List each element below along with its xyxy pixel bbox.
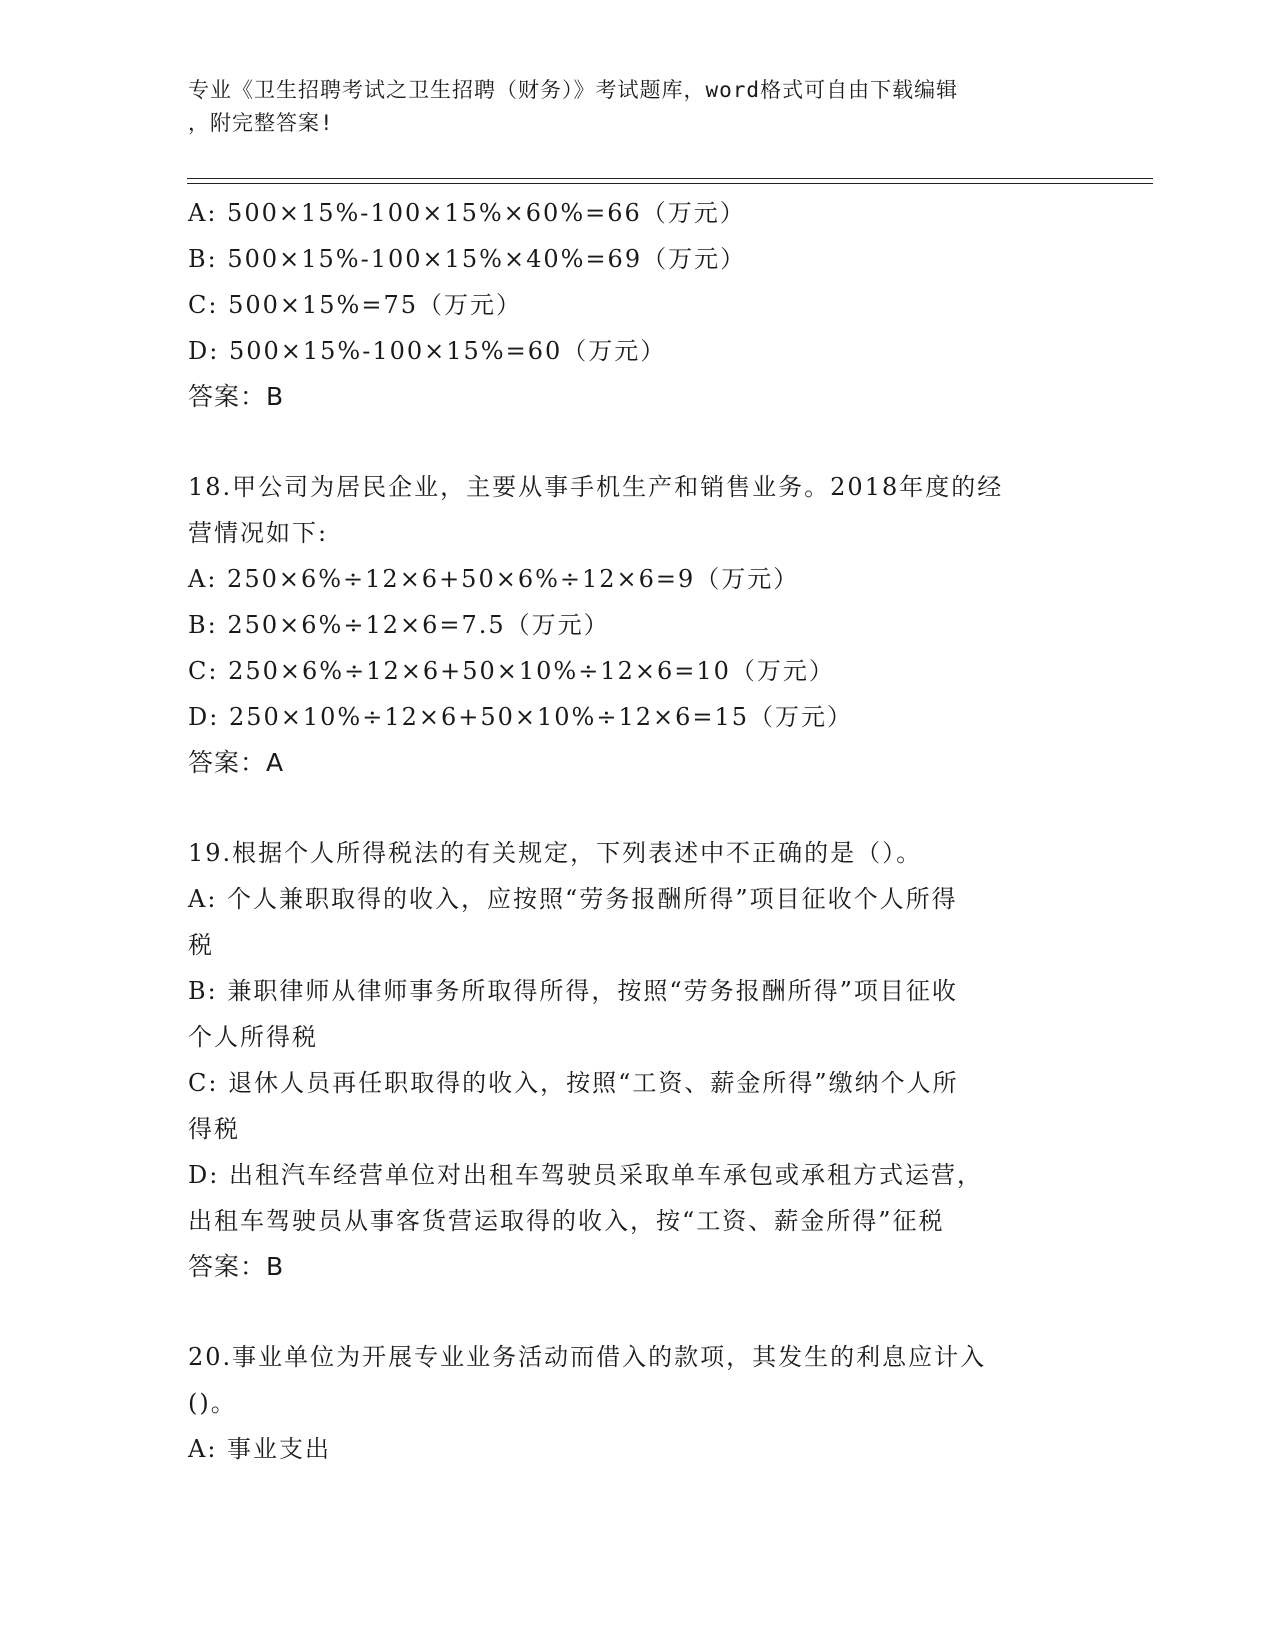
question-19 [188,830,1088,1244]
option-a: A: 500×15%-100×15%×60%=66（万元） [188,199,746,227]
question-list [188,190,1088,1472]
question-20-stem-line-1: 20.事业单位为开展专业业务活动而借入的款项，其发生的利息应计入 [188,1343,987,1371]
option-b: B: 500×15%-100×15%×40%=69（万元） [188,245,747,273]
option-d: D: 500×15%-100×15%=60（万元） [188,337,667,365]
option-a: A: 事业支出 [188,1435,332,1463]
option-b-line-1: B: 兼职律师从律师事务所取得所得，按照“劳务报酬所得”项目征收 [188,977,958,1005]
question-spacer [188,786,1088,830]
question-19-stem-line-1: 19.根据个人所得税法的有关规定，下列表述中不正确的是（）。 [188,839,923,867]
header-rule-bottom [187,183,1153,184]
question-18 [188,464,1088,740]
question-17-answer: 答案：B [188,382,285,411]
question-20 [188,1334,1088,1472]
header-line-1: 专业《卫生招聘考试之卫生招聘（财务）》考试题库，word格式可自由下载编辑 [188,78,959,102]
question-19-answer: 答案：B [188,1252,285,1281]
option-a-line-1: A: 个人兼职取得的收入，应按照“劳务报酬所得”项目征收个人所得 [188,885,958,913]
question-spacer [188,1290,1088,1334]
option-c: C: 250×6%÷12×6+50×10%÷12×6=10（万元） [188,657,835,685]
option-b: B: 250×6%÷12×6=7.5（万元） [188,611,610,639]
option-a-line-2: 税 [188,931,214,959]
question-18-stem-line-1: 18.甲公司为居民企业，主要从事手机生产和销售业务。2018年度的经 [188,473,1004,501]
question-18-answer: 答案：A [188,748,285,777]
document-header [188,74,1068,140]
option-d-line-1: D: 出租汽车经营单位对出租车驾驶员采取单车承包或承租方式运营， [188,1161,983,1189]
option-b-line-2: 个人所得税 [188,1023,318,1051]
option-d-line-2: 出租车驾驶员从事客货营运取得的收入，按“工资、薪金所得”征税 [188,1207,945,1235]
header-rule-top [187,178,1153,179]
question-18-stem-line-2: 营情况如下: [188,519,329,547]
option-c-line-1: C: 退休人员再任职取得的收入，按照“工资、薪金所得”缴纳个人所 [188,1069,959,1097]
option-c: C: 500×15%=75（万元） [188,291,522,319]
option-c-line-2: 得税 [188,1115,240,1143]
option-a: A: 250×6%÷12×6+50×6%÷12×6=9（万元） [188,565,800,593]
option-d: D: 250×10%÷12×6+50×10%÷12×6=15（万元） [188,703,854,731]
question-17-options [188,190,1088,374]
question-20-stem-line-2: ()。 [188,1389,237,1417]
question-spacer [188,420,1088,464]
header-line-2: ，附完整答案! [188,111,334,135]
